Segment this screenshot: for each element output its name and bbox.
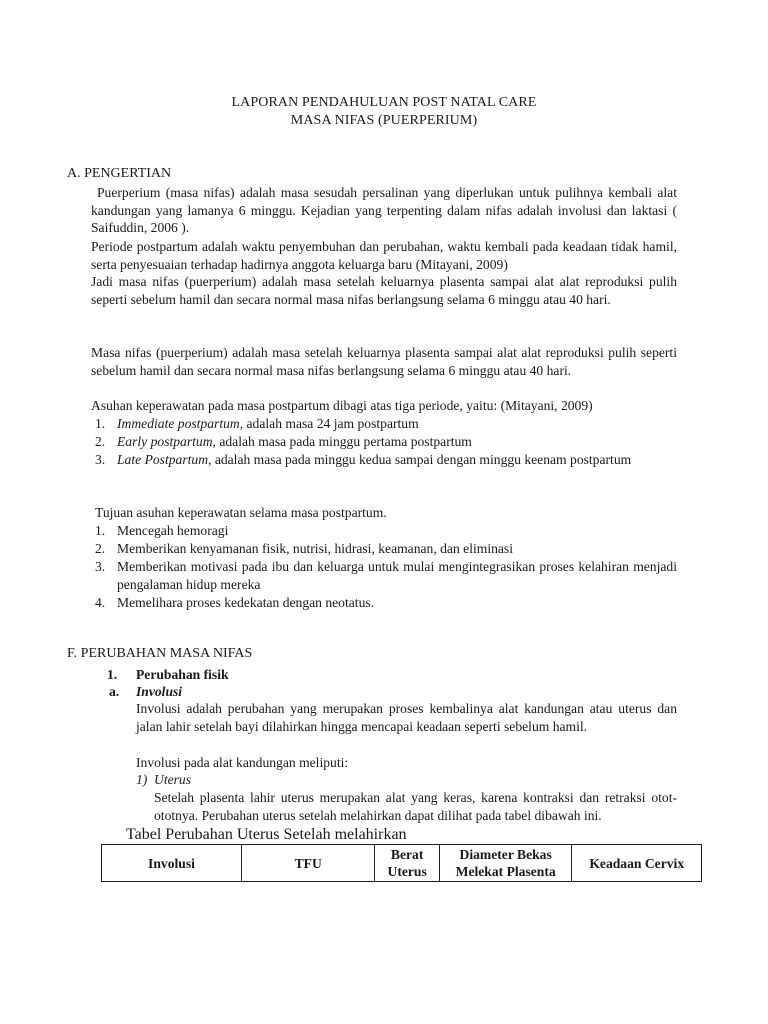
- period-desc: , adalah masa 24 jam postpartum: [239, 416, 419, 431]
- uterus-change-table: [101, 844, 702, 882]
- period-term: Immediate postpartum: [117, 416, 240, 431]
- uterus-number: 1): [136, 772, 148, 787]
- period-number: 1.: [95, 416, 106, 431]
- table-header-cell: Diameter Bekas Melekat Plasenta: [439, 845, 572, 882]
- document-title: LAPORAN PENDAHULUAN POST NATAL CARE: [231, 95, 537, 110]
- uterus-heading: Uterus: [154, 772, 192, 787]
- goal-item: Memberikan motivasi pada ibu dan keluarga untuk mulai mengintegrasikan proses kelahiran menjadi pengalaman hidup mereka: [117, 559, 677, 592]
- goal-item: Mencegah hemoragi: [117, 523, 229, 538]
- goal-item: Memberikan kenyamanan fisik, nutrisi, hidrasi, keamanan, dan eliminasi: [117, 541, 513, 556]
- period-item: [117, 433, 677, 451]
- goal-item: Memelihara proses kedekatan dengan neotatus.: [117, 595, 375, 610]
- period-term: Early postpartum: [117, 434, 213, 449]
- subsection-number: 1.: [107, 667, 118, 682]
- paragraph-pengertian-3: Jadi masa nifas (puerperium) adalah masa setelah keluarnya plasenta sampai alat alat reproduksi pulih seperti sebelum hamil dan secara normal masa nifas berlangsung selama 6 minggu atau 40 hari.: [91, 274, 677, 307]
- uterus-paragraph: Setelah plasenta lahir uterus merupakan alat yang keras, karena kontraksi dan retraksi otot-ototnya. Perubahan uterus setelah melahirkan dapat dilihat pada tabel dibawah ini.: [154, 790, 677, 823]
- table-header-row: [102, 845, 702, 882]
- section-f-heading: F. PERUBAHAN MASA NIFAS: [67, 646, 253, 661]
- paragraph-pengertian-4: Masa nifas (puerperium) adalah masa setelah keluarnya plasenta sampai alat alat reproduksi pulih seperti sebelum hamil dan secara normal masa nifas berlangsung selama 6 minggu atau 40 hari.: [91, 345, 677, 378]
- period-desc: , adalah masa pada minggu kedua sampai dengan minggu keenam postpartum: [208, 452, 632, 467]
- table-header-cell: TFU: [241, 845, 375, 882]
- period-term: Late Postpartum: [117, 452, 209, 467]
- table-header-cell: Involusi: [102, 845, 242, 882]
- goal-number: 1.: [95, 523, 106, 538]
- subsubsection-heading: Involusi: [136, 684, 183, 699]
- document-subtitle: MASA NIFAS (PUERPERIUM): [290, 113, 478, 128]
- periods-intro: Asuhan keperawatan pada masa postpartum dibagi atas tiga periode, yaitu: (Mitayani, 2009): [91, 398, 593, 413]
- goal-number: 2.: [95, 541, 106, 556]
- paragraph-pengertian-2: Periode postpartum adalah waktu penyembuhan dan perubahan, waktu kembali pada keadaan tidak hamil, serta penyesuaian terhadap hadirnya anggota keluarga baru (Mitayani, 2009): [91, 239, 677, 272]
- goals-intro: Tujuan asuhan keperawatan selama masa postpartum.: [95, 505, 387, 520]
- subsubsection-letter: a.: [109, 684, 120, 699]
- involusi-intro: Involusi pada alat kandungan meliputi:: [136, 755, 349, 770]
- section-a-heading: A. PENGERTIAN: [67, 166, 172, 181]
- involusi-paragraph: Involusi adalah perubahan yang merupakan proses kembalinya alat kandungan atau uterus dan jalan lahir setelah bayi dilahirkan hingga mencapai keadaan seperti sebelum hamil.: [136, 701, 677, 734]
- period-item: [117, 451, 677, 469]
- table-caption: Tabel Perubahan Uterus Setelah melahirkan: [126, 826, 407, 843]
- table-header-cell: Berat Uterus: [375, 845, 439, 882]
- period-item: [117, 415, 677, 433]
- table-header-cell: Keadaan Cervix: [572, 845, 702, 882]
- goal-number: 3.: [95, 559, 106, 574]
- period-number: 2.: [95, 434, 106, 449]
- subsection-heading: Perubahan fisik: [136, 667, 229, 682]
- paragraph-pengertian-1: Puerperium (masa nifas) adalah masa sesudah persalinan yang diperlukan untuk pulihnya kembali alat kandungan yang lamanya 6 minggu. Kejadian yang terpenting dalam nifas adalah involusi dan laktasi ( Saifuddin, 2006 ).: [91, 185, 677, 236]
- period-desc: , adalah masa pada minggu pertama postpartum: [212, 434, 472, 449]
- goal-number: 4.: [95, 595, 106, 610]
- period-number: 3.: [95, 452, 106, 467]
